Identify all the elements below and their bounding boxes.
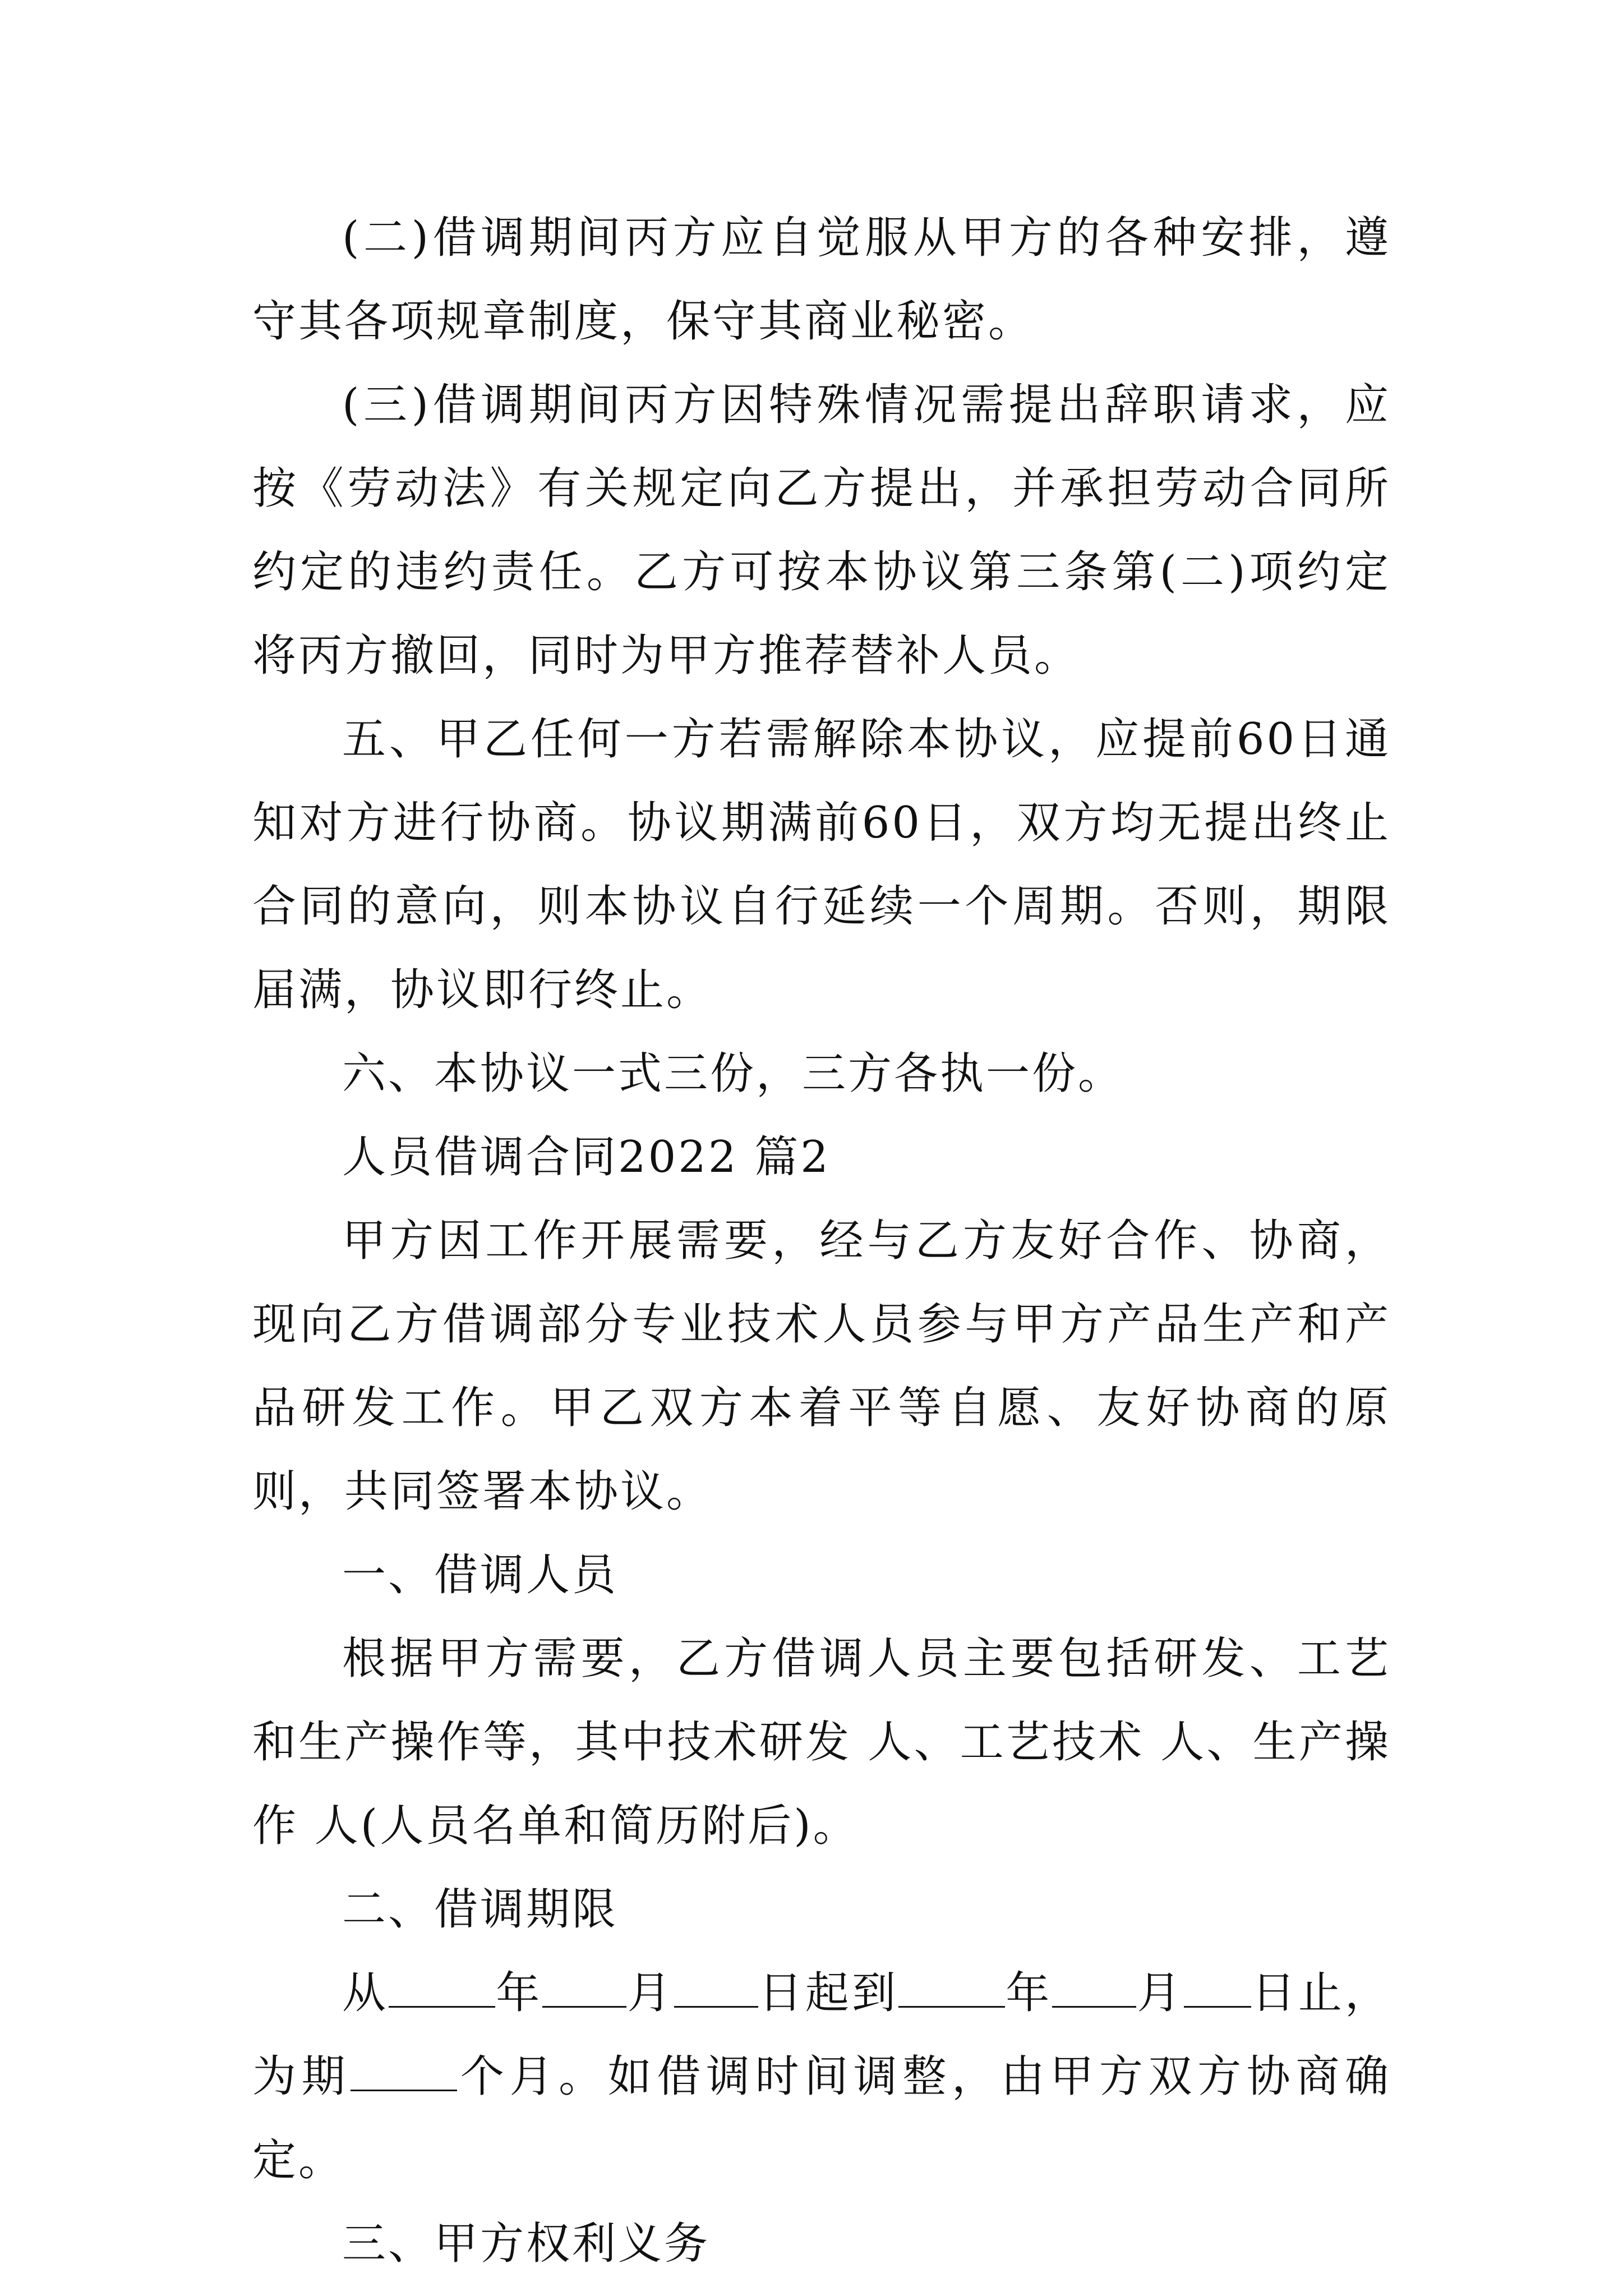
blank-line xyxy=(1052,1967,1136,2008)
paragraph-clause-4-3: (三)借调期间丙方因特殊情况需提出辞职请求，应按《劳动法》有关规定向乙方提出，并承担劳动合同所约定的违约责任。乙方可按本协议第三条第(二)项约定将丙方撤回，同时为甲方推荐替补人员。 xyxy=(252,380,1391,681)
text-period: 为期 xyxy=(252,2051,351,2102)
blank-line xyxy=(1184,1967,1251,2008)
text-month-1: 月 xyxy=(626,1968,674,2018)
text-year-1: 年 xyxy=(495,1968,543,2018)
paragraph-clause-4-2: (二)借调期间丙方应自觉服从甲方的各种安排，遵守其各项规章制度，保守其商业秘密。 xyxy=(252,213,1391,347)
paragraph-personnel-details: 根据甲方需要，乙方借调人员主要包括研发、工艺和生产操作等，其中技术研发 人、工艺技术 人、生产操作 人(人员名单和简历附后)。 xyxy=(252,1634,1391,1851)
text-day-1: 日起到 xyxy=(758,1968,899,2018)
heading-secondment-period: 二、借调期限 xyxy=(342,1884,619,1935)
heading-party-a-rights: 三、甲方权利义务 xyxy=(342,2219,711,2269)
blank-line xyxy=(674,1967,758,2008)
paragraph-clause-5: 五、甲乙任何一方若需解除本协议，应提前60日通知对方进行协商。协议期满前60日，双方均无提出终止合同的意向，则本协议自行延续一个周期。否则，期限届满，协议即行终止。 xyxy=(252,714,1391,1015)
paragraph-intro: 甲方因工作开展需要，经与乙方友好合作、协商，现向乙方借调部分专业技术人员参与甲方产品生产和产品研发工作。甲乙双方本着平等自愿、友好协商的原则，共同签署本协议。 xyxy=(252,1216,1391,1517)
paragraph-clause-6: 六、本协议一式三份，三方各执一份。 xyxy=(342,1048,1124,1099)
paragraph-period-dates xyxy=(252,1952,1391,2202)
text-period-rest: 个月。如借调时间调整，由甲方双方协商确定。 xyxy=(252,2051,1391,2185)
blank-line xyxy=(898,1967,1005,2008)
blank-line xyxy=(542,1967,626,2008)
text-month-2: 月 xyxy=(1136,1968,1184,2018)
section-heading-contract-2: 人员借调合同2022 篇2 xyxy=(342,1132,831,1182)
text-from: 从 xyxy=(342,1968,389,2018)
text-year-2: 年 xyxy=(1005,1968,1053,2018)
blank-line xyxy=(389,1967,495,2008)
document-page xyxy=(252,196,1391,2286)
blank-line xyxy=(351,2050,457,2091)
heading-seconded-personnel: 一、借调人员 xyxy=(342,1550,619,1600)
text-day-2: 日止， xyxy=(1251,1968,1391,2018)
